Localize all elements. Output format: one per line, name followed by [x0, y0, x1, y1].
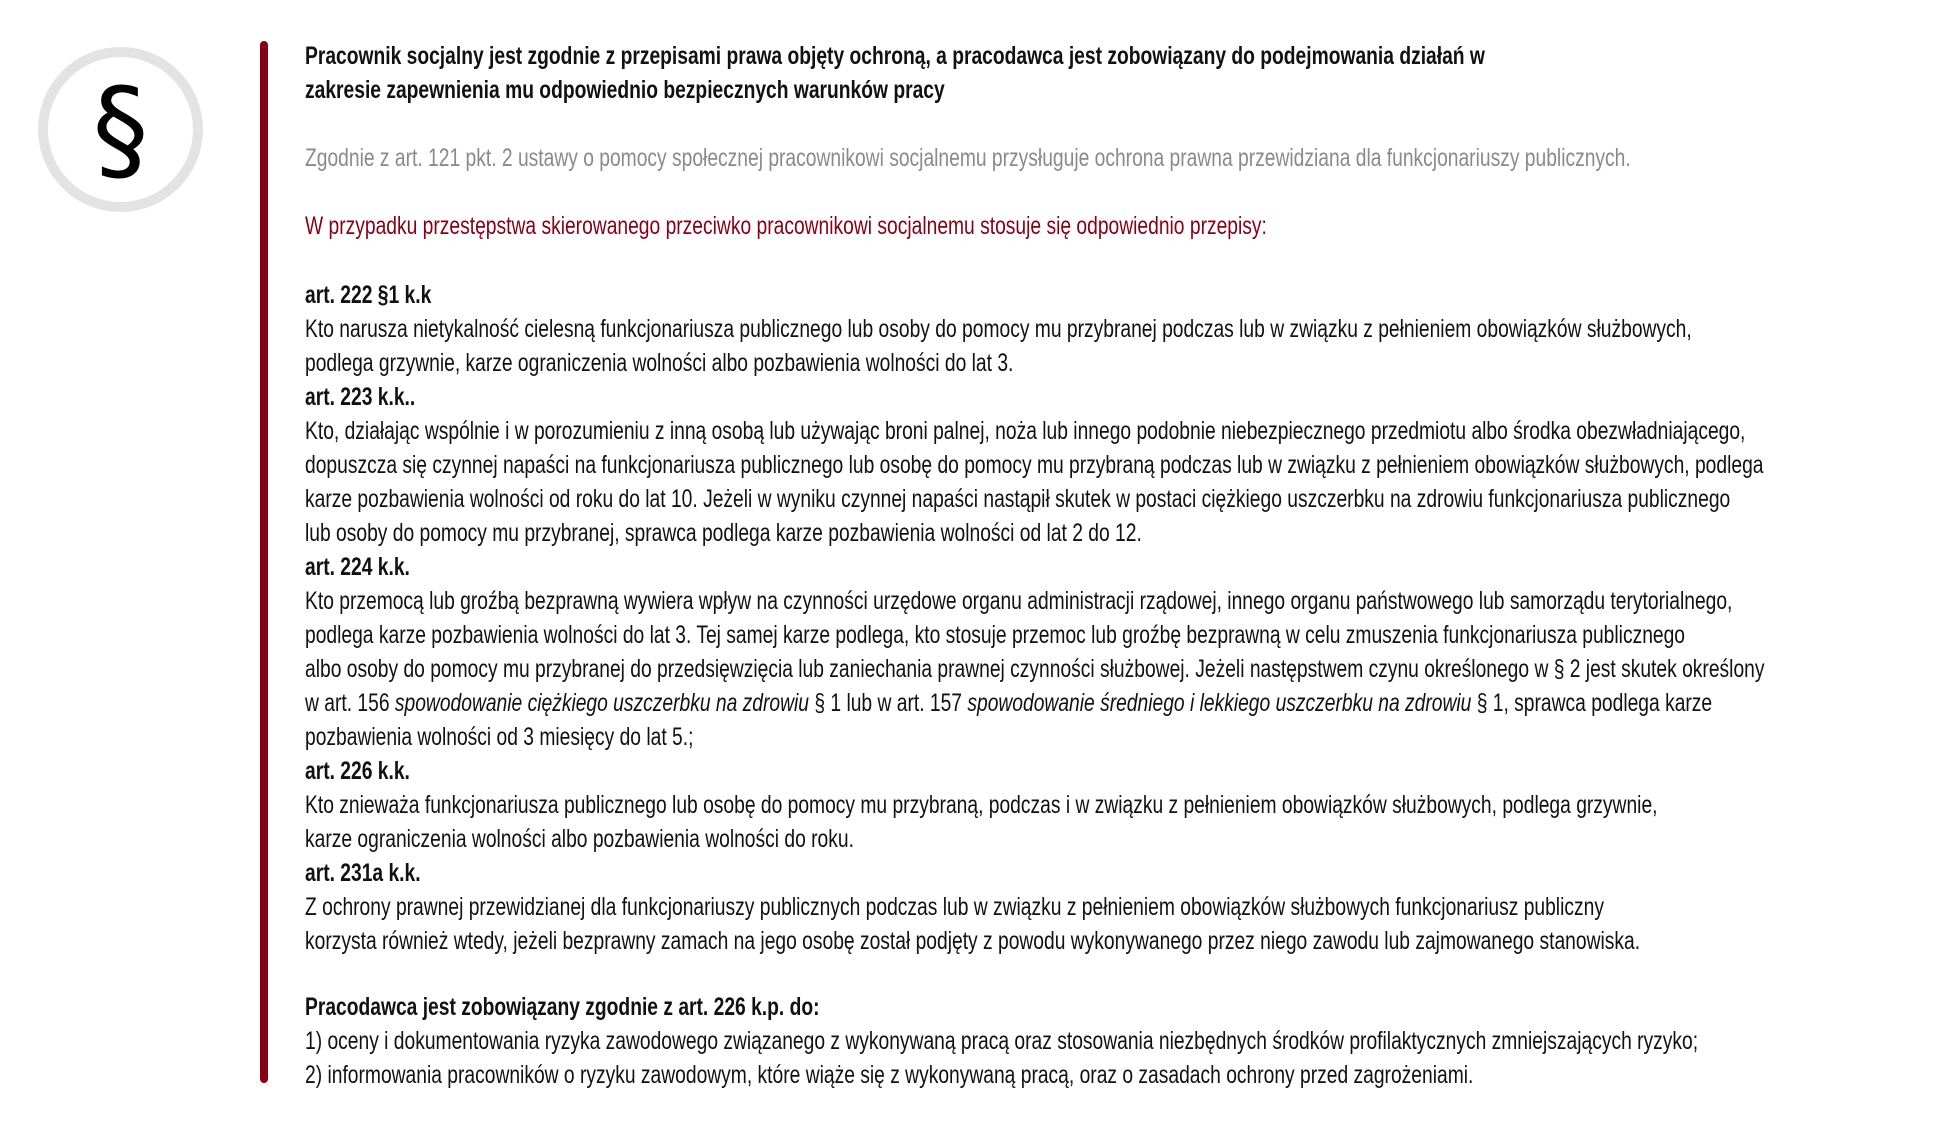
section-icon-badge	[38, 47, 203, 212]
intro-red-text: W przypadku przestępstwa skierowanego przeciwko pracownikowi socjalnemu stosuje się odpowiednio przepisy:	[305, 212, 1267, 240]
text-segment: § 1 lub w art. 157	[808, 689, 968, 717]
text-segment: w art. 156	[305, 689, 395, 717]
article-text-line: karze pozbawienia wolności od roku do lat 10. Jeżeli w wyniku czynnej napaści nastąpił skutek w postaci ciężkiego uszczerbku na zdrowiu funkcjonariusza publicznego	[305, 485, 1731, 513]
intro-gray-text: Zgodnie z art. 121 pkt. 2 ustawy o pomocy społecznej pracownikowi socjalnemu przysługuje ochrona prawna przewidziana dla funkcjonariuszy publicznych.	[305, 144, 1631, 172]
italic-term-heavy-injury: spowodowanie ciężkiego uszczerbku na zdrowiu	[394, 689, 809, 717]
article-text-line: albo osoby do pomocy mu przybranej do przedsięwzięcia lub zaniechania prawnej czynności służbowej. Jeżeli następstwem czynu określonego w § 2 jest skutek określony	[305, 655, 1765, 683]
article-heading-224: art. 224 k.k.	[305, 553, 410, 581]
article-text-line: dopuszcza się czynnej napaści na funkcjonariusza publicznego lub osobę do pomocy mu przybraną podczas lub w związku z pełnieniem obowiązków służbowych, podlega	[305, 451, 1764, 479]
employer-obligations-heading: Pracodawca jest zobowiązany zgodnie z art. 226 k.p. do:	[305, 993, 820, 1021]
article-text-line: Z ochrony prawnej przewidzianej dla funkcjonariuszy publicznych podczas lub w związku z pełnieniem obowiązków służbowych funkcjonariusz publiczny	[305, 893, 1604, 921]
article-text-line: Kto narusza nietykalność cielesną funkcjonariusza publicznego lub osoby do pomocy mu przybranej podczas lub w związku z pełnieniem obowiązków służbowych,	[305, 315, 1692, 343]
article-text-line-mixed	[305, 686, 1712, 720]
article-text-line: karze ograniczenia wolności albo pozbawienia wolności do roku.	[305, 825, 854, 853]
employer-obligation-item: 2) informowania pracowników o ryzyku zawodowym, które wiąże się z wykonywaną pracą, oraz o zasadach ochrony przed zagrożeniami.	[305, 1061, 1474, 1089]
article-heading-226: art. 226 k.k.	[305, 757, 410, 785]
page-title-line-2: zakresie zapewnienia mu odpowiednio bezpiecznych warunków pracy	[305, 76, 945, 104]
section-sign-icon: §	[92, 64, 149, 195]
article-text-line: Kto przemocą lub groźbą bezprawną wywiera wpływ na czynności urzędowe organu administracji rządowej, innego organu państwowego lub samorządu terytorialnego,	[305, 587, 1733, 615]
accent-bar	[260, 41, 268, 1083]
italic-term-medium-light-injury: spowodowanie średniego i lekkiego uszczerbku na zdrowiu	[967, 689, 1472, 717]
article-text-line: lub osoby do pomocy mu przybranej, sprawca podlega karze pozbawienia wolności od lat 2 do 12.	[305, 519, 1142, 547]
article-heading-231a: art. 231a k.k.	[305, 859, 421, 887]
article-heading-222: art. 222 §1 k.k	[305, 281, 432, 309]
article-text-line: Kto, działając wspólnie i w porozumieniu z inną osobą lub używając broni palnej, noża lub innego podobnie niebezpiecznego przedmiotu albo środka obezwładniającego,	[305, 417, 1746, 445]
employer-obligation-item: 1) oceny i dokumentowania ryzyka zawodowego związanego z wykonywaną pracą oraz stosowania niezbędnych środków profilaktycznych zmniejszających ryzyko;	[305, 1027, 1699, 1055]
article-heading-223: art. 223 k.k..	[305, 383, 416, 411]
article-text-line: Kto znieważa funkcjonariusza publicznego lub osobę do pomocy mu przybraną, podczas i w związku z pełnieniem obowiązków służbowych, podlega grzywnie,	[305, 791, 1658, 819]
article-text-line: pozbawienia wolności od 3 miesięcy do lat 5.;	[305, 723, 694, 751]
text-segment: § 1, sprawca podlega karze	[1471, 689, 1713, 717]
page-title-line-1: Pracownik socjalny jest zgodnie z przepisami prawa objęty ochroną, a pracodawca jest zobowiązany do podejmowania działań w	[305, 42, 1485, 70]
article-text-line: podlega grzywnie, karze ograniczenia wolności albo pozbawienia wolności do lat 3.	[305, 349, 1014, 377]
article-text-line: podlega karze pozbawienia wolności do lat 3. Tej samej karze podlega, kto stosuje przemoc lub groźbę bezprawną w celu zmuszenia funkcjonariusza publicznego	[305, 621, 1686, 649]
article-text-line: korzysta również wtedy, jeżeli bezprawny zamach na jego osobę został podjęty z powodu wykonywanego przez niego zawodu lub zajmowanego stanowiska.	[305, 927, 1641, 955]
